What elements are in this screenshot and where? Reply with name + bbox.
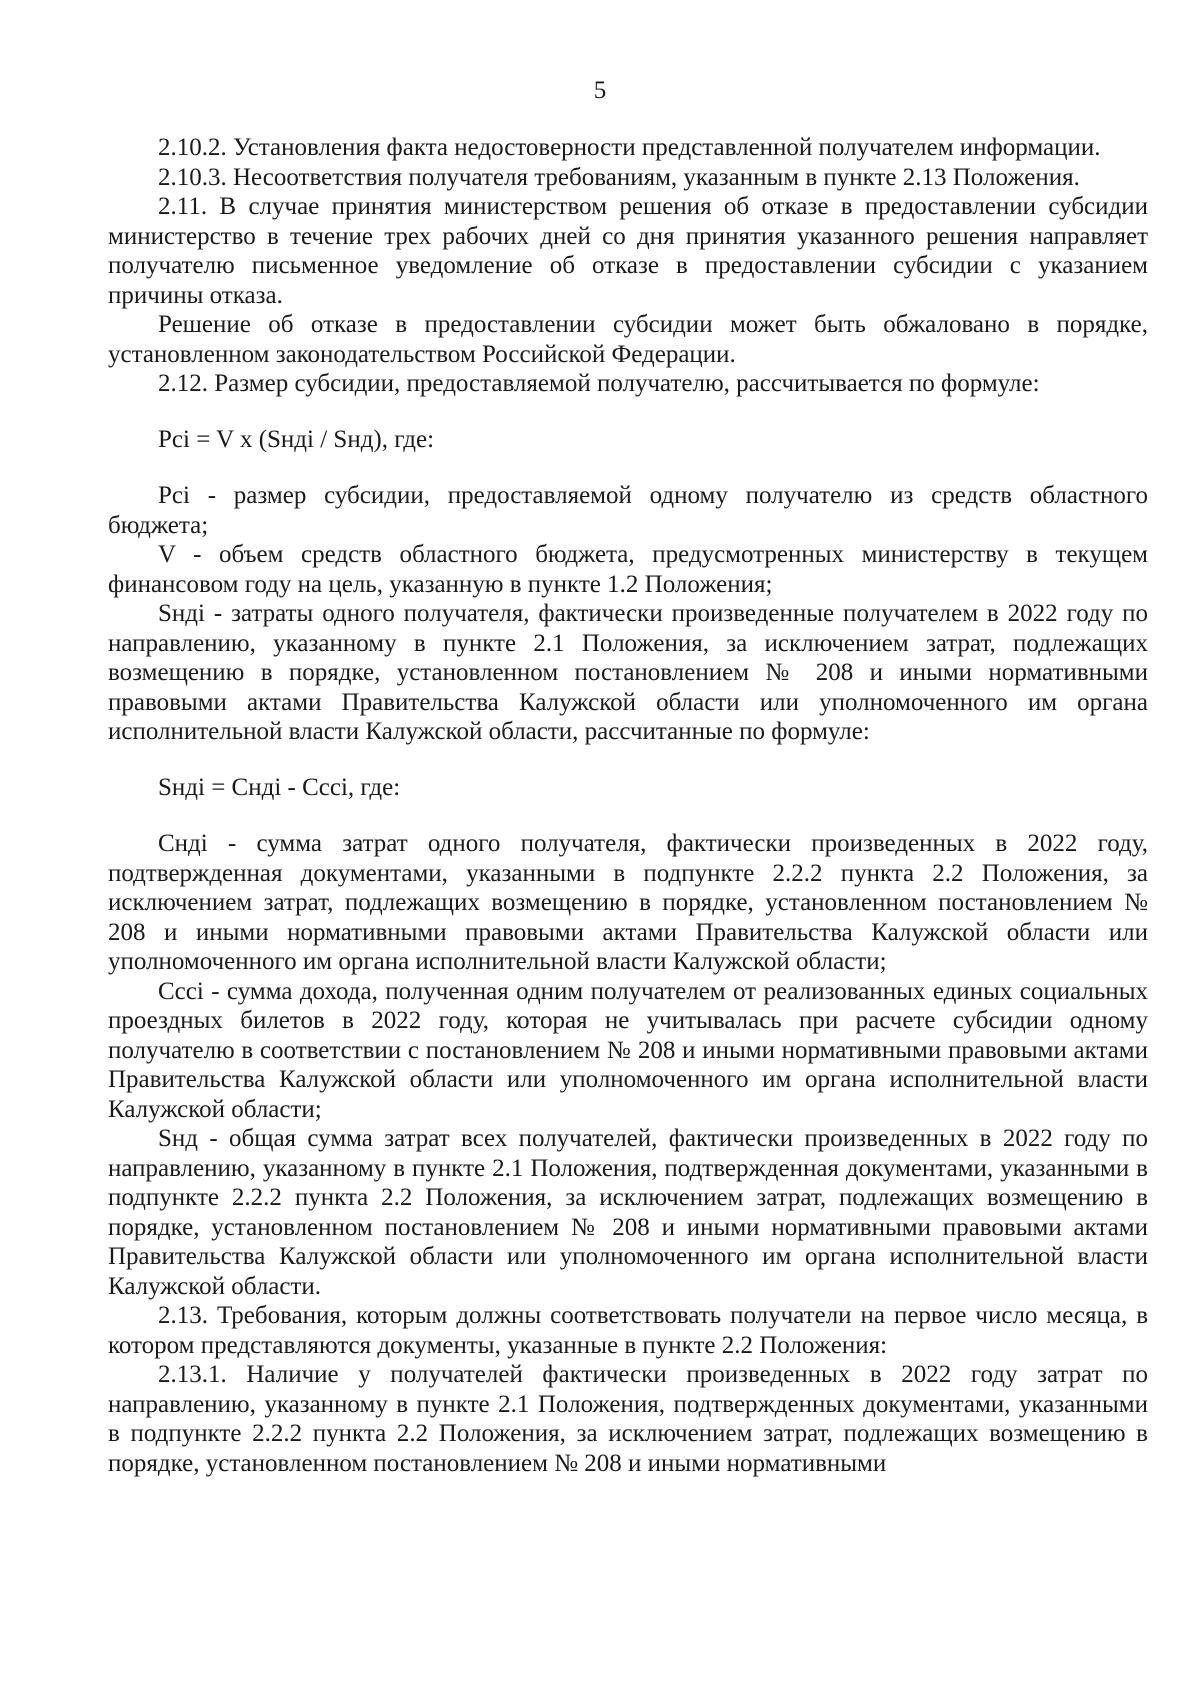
paragraph-2-10-2: 2.10.2. Установления факта недостоверности представленной получателем информации. (158, 134, 1101, 161)
definition-ccci: Cccі - сумма дохода, полученная одним получателем от реализованных единых социальных проездных билетов в 2022 году, которая не учитывалась при расчете субсидии одному получателю в соответствии с постановлением № 208 и иными нормативными правовыми актами Правительства Калужской области или уполномоченного им органа исполнительной власти Калужской области; (108, 977, 1148, 1123)
definition-cndi: Cндi - сумма затрат одного получателя, фактически произведенных в 2022 году, подтвержденная документами, указанными в подпункте 2.2.2 пункта 2.2 Положения, за исключением затрат, подлежащих возмещению в порядке, установленном постановлением № 208 и иными нормативными правовыми актами Правительства Калужской области или уполномоченного им органа исполнительной власти Калужской области; (108, 830, 1148, 975)
definition-snd: Sнд - общая сумма затрат всех получателей, фактически произведенных в 2022 году по направлению, указанному в пункте 2.1 Положения, подтвержденная документами, указанными в подпункте 2.2.2 пункта 2.2 Положения, за исключением затрат, подлежащих возмещению в порядке, установленном постановлением № 208 и иными нормативными правовыми актами Правительства Калужской области или уполномоченного им органа исполнительной власти Калужской области. (108, 1125, 1148, 1300)
paragraph-2-11: 2.11. В случае принятия министерством решения об отказе в предоставлении субсидии министерство в течение трех рабочих дней со дня принятия указанного решения направляет получателю письменное уведомление об отказе в предоставлении субсидии с указанием причины отказа. (108, 193, 1148, 309)
definition-sndi: Sндi - затраты одного получателя, фактически произведенные получателем в 2022 году по направлению, указанному в пункте 2.1 Положения, за исключением затрат, подлежащих возмещению в порядке, установленном постановлением № 208 и иными нормативными правовыми актами Правительства Калужской области или уполномоченного им органа исполнительной власти Калужской области, рассчитанные по формуле: (108, 600, 1148, 745)
definition-v: V - объем средств областного бюджета, предусмотренных министерству в текущем финансовом году на цель, указанную в пункте 1.2 Положения; (108, 541, 1148, 598)
page-number: 5 (593, 77, 607, 104)
document-body (108, 133, 1148, 1478)
paragraph-appeal: Решение об отказе в предоставлении субсидии может быть обжаловано в порядке, установленном законодательством Российской Федерации. (108, 311, 1148, 368)
formula-subsidy: Pci = V x (Sндi / Sнд), где: (158, 425, 435, 453)
definition-pci: Pci - размер субсидии, предоставляемой одному получателю из средств областного бюджета; (108, 482, 1148, 539)
paragraph-2-10-3: 2.10.3. Несоответствия получателя требованиям, указанным в пункте 2.13 Положения. (158, 163, 1080, 191)
paragraph-2-13-1: 2.13.1. Наличие у получателей фактически произведенных в 2022 году затрат по направлению, указанному в пункте 2.1 Положения, подтвержденных документами, указанными в подпункте 2.2.2 пункта 2.2 Положения, за исключением затрат, подлежащих возмещению в порядке, установленном постановлением № 208 и иными нормативными (108, 1361, 1148, 1477)
formula-sndi: Sндi = Cндi - Cccі, где: (158, 773, 401, 801)
paragraph-2-13: 2.13. Требования, которым должны соответствовать получатели на первое число месяца, в котором представляются документы, указанные в пункте 2.2 Положения: (108, 1302, 1148, 1359)
paragraph-2-12: 2.12. Размер субсидии, предоставляемой получателю, рассчитывается по формуле: (158, 370, 1040, 397)
